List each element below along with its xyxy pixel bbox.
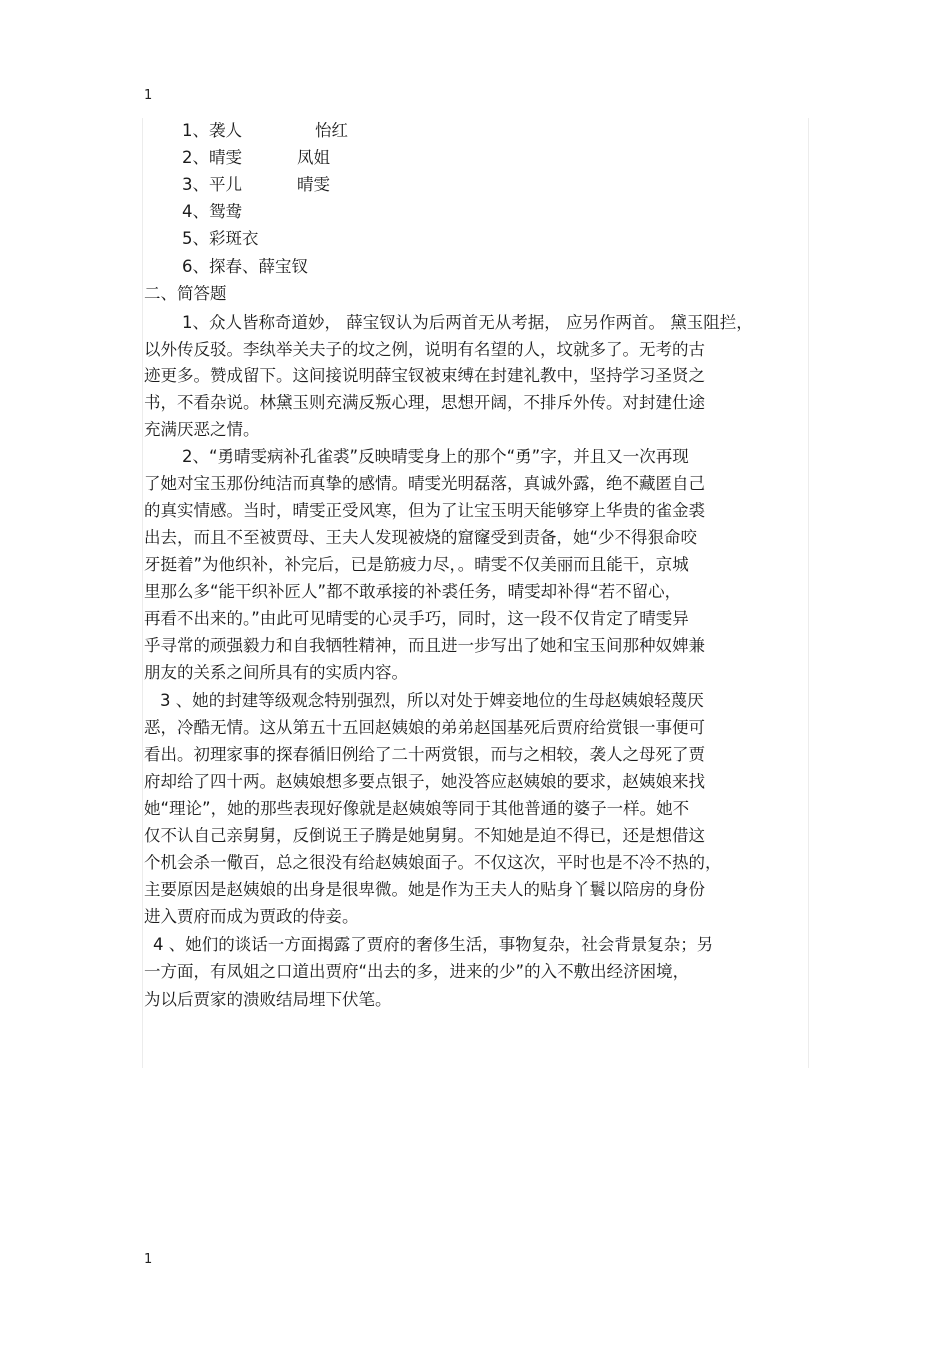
answer-number: 3、	[182, 175, 209, 194]
paragraph-2-line-9: 朋友的关系之间所具有的实质内容。	[144, 663, 408, 682]
paragraph-2-line-6: 里那么多“能干织补匠人”都不敢承接的补裘任务，晴雯却补得“若不留心，	[144, 582, 682, 601]
paragraph-1-line-2: 以外传反驳。李纨举关夫子的坟之例，说明有名望的人，坟就多了。无考的古	[144, 340, 705, 359]
answer-item-1	[182, 121, 348, 141]
paragraph-2-line-2: 了她对宝玉那份纯洁而真挚的感情。晴雯光明磊落，真诚外露，绝不藏匿自己	[144, 474, 705, 493]
answer-second: 晴雯	[297, 175, 330, 194]
page-number-top: 1	[144, 88, 153, 103]
answer-number: 6、	[182, 257, 209, 276]
answer-item-6	[182, 257, 308, 277]
paragraph-2-line-8: 乎寻常的顽强毅力和自我牺牲精神，而且进一步写出了她和宝玉间那种奴婢兼	[144, 636, 705, 655]
paragraph-4-line-3: 为以后贾家的溃败结局埋下伏笔。	[144, 990, 392, 1009]
paragraph-3-line-2: 恶，冷酷无情。这从第五十五回赵姨娘的弟弟赵国基死后贾府给赏银一事便可	[144, 718, 705, 737]
paragraph-1-line-3: 迹更多。赞成留下。这间接说明薛宝钗被束缚在封建礼教中，坚持学习圣贤之	[144, 366, 705, 385]
answer-number: 4、	[182, 202, 209, 221]
paragraph-3-line-1: 3 、她的封建等级观念特别强烈，所以对处于婢妾地位的生母赵姨娘轻蔑厌	[160, 691, 704, 710]
paragraph-3-line-5: 她“理论”，她的那些表现好像就是赵姨娘等同于其他普通的婆子一样。她不	[144, 799, 690, 818]
answer-first: 彩斑衣	[209, 229, 259, 248]
answer-item-4	[182, 202, 242, 222]
paragraph-3-line-3: 看出。初理家事的探春循旧例给了二十两赏银，而与之相较，袭人之母死了贾	[144, 745, 705, 764]
paragraph-1-line-1: 1、众人皆称奇道妙， 薛宝钗认为后两首无从考据， 应另作两首。 黛玉阻拦，	[182, 313, 753, 332]
answer-number: 1、	[182, 121, 209, 140]
paragraph-3-line-9: 进入贾府而成为贾政的侍妾。	[144, 907, 359, 926]
paragraph-2-line-7: 再看不出来的。”由此可见晴雯的心灵手巧，同时，这一段不仅肯定了晴雯异	[144, 609, 689, 628]
paragraph-2-line-5: 牙挺着”为他织补，补完后，已是筋疲力尽，。晴雯不仅美丽而且能干，京城	[144, 555, 689, 574]
paragraph-2-line-1: 2、“勇晴雯病补孔雀裘”反映晴雯身上的那个“勇”字，并且又一次再现	[182, 447, 689, 466]
answer-first: 平儿	[209, 175, 242, 194]
answer-first: 鸳鸯	[209, 202, 242, 221]
answer-second: 凤姐	[297, 148, 330, 167]
answer-first: 探春、薛宝钗	[209, 257, 308, 276]
paragraph-2-line-3: 的真实情感。当时，晴雯正受风寒，但为了让宝玉明天能够穿上华贵的雀金裘	[144, 501, 705, 520]
paragraph-3-line-4: 府却给了四十两。赵姨娘想多要点银子，她没答应赵姨娘的要求，赵姨娘来找	[144, 772, 705, 791]
answer-item-3	[182, 175, 330, 195]
paragraph-4-line-1: 4 、她们的谈话一方面揭露了贾府的奢侈生活，事物复杂，社会背景复杂；另	[153, 935, 714, 954]
answer-item-5	[182, 229, 259, 249]
answer-number: 2、	[182, 148, 209, 167]
page-number-bottom: 1	[144, 1252, 153, 1267]
answer-number: 5、	[182, 229, 209, 248]
paragraph-1-line-5: 充满厌恶之情。	[144, 420, 260, 439]
paragraph-1-line-4: 书，不看杂说。林黛玉则充满反叛心理，思想开阔，不排斥外传。对封建仕途	[144, 393, 705, 412]
paragraph-3-line-8: 主要原因是赵姨娘的出身是很卑微。她是作为王夫人的贴身丫鬟以陪房的身份	[144, 880, 705, 899]
answer-item-2	[182, 148, 330, 168]
answer-first: 袭人	[209, 121, 242, 140]
paragraph-3-line-6: 仅不认自己亲舅舅，反倒说王子腾是她舅舅。不知她是迫不得已，还是想借这	[144, 826, 705, 845]
answer-first: 晴雯	[209, 148, 242, 167]
paragraph-4-line-2: 一方面，有凤姐之口道出贾府“出去的多，进来的少”的入不敷出经济困境，	[144, 962, 690, 981]
paragraph-2-line-4: 出去，而且不至被贾母、王夫人发现被烧的窟窿受到责备，她“少不得狠命咬	[144, 528, 698, 547]
answer-second: 怡红	[315, 121, 348, 140]
paragraph-3-line-7: 个机会杀一儆百，总之很没有给赵姨娘面子。不仅这次，平时也是不冷不热的，	[144, 853, 722, 872]
section-heading: 二、简答题	[144, 284, 227, 303]
